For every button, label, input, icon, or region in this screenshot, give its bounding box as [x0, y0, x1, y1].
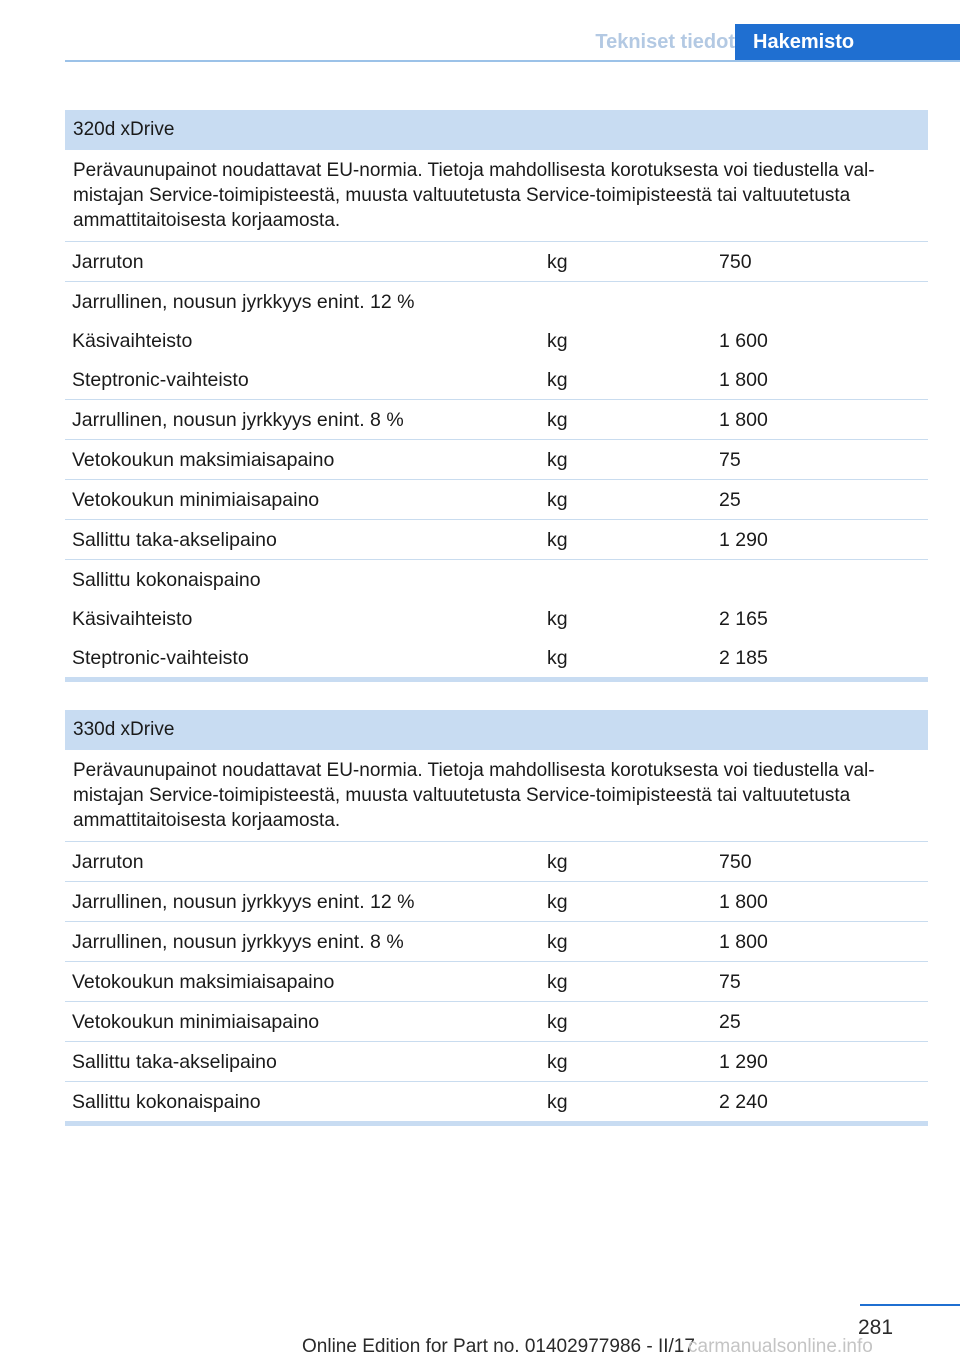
row-unit: kg — [547, 851, 568, 873]
table-row — [65, 922, 928, 962]
row-unit: kg — [547, 1051, 568, 1073]
section-end-rule — [65, 1121, 928, 1126]
section-note: Perävaunupainot noudattavat EU-normia. Tietoja mahdollisesta korotuksesta voi tiedustella valmistajan Service-toimipisteestä, muusta valtuutetusta Service-toimipisteestä tai valtuutetusta ammattitaitoisesta korjaamosta. — [65, 750, 928, 842]
row-label: Steptronic-vaihteisto — [72, 647, 249, 669]
row-value: 1 800 — [719, 891, 768, 913]
table-row — [65, 242, 928, 282]
table-row — [65, 400, 928, 440]
table-row — [65, 560, 928, 599]
row-value: 2 165 — [719, 608, 768, 630]
row-value: 1 800 — [719, 931, 768, 953]
section-title: 320d xDrive — [65, 110, 928, 150]
table-row — [65, 1082, 928, 1121]
row-value: 25 — [719, 489, 741, 511]
row-value: 1 600 — [719, 330, 768, 352]
section-note: Perävaunupainot noudattavat EU-normia. Tietoja mahdollisesta korotuksesta voi tiedustella valmistajan Service-toimipisteestä, muusta valtuutetusta Service-toimipisteestä tai valtuutetusta ammattitaitoisesta korjaamosta. — [65, 150, 928, 242]
row-label: Jarrullinen, nousun jyrkkyys enint. 8 % — [72, 409, 404, 431]
row-label: Sallittu taka-akselipaino — [72, 529, 277, 551]
row-label: Vetokoukun maksimiaisapaino — [72, 971, 335, 993]
watermark[interactable]: carmanualsonline.info — [688, 1336, 873, 1357]
table-row — [65, 962, 928, 1002]
row-unit: kg — [547, 647, 568, 669]
row-label: Käsivaihteisto — [72, 330, 193, 352]
row-label: Jarruton — [72, 851, 144, 873]
table-row — [65, 599, 928, 638]
row-value: 1 800 — [719, 369, 768, 391]
row-value: 750 — [719, 251, 752, 273]
edition-note: Online Edition for Part no. 01402977986 - II/17 — [302, 1336, 695, 1357]
row-unit: kg — [547, 971, 568, 993]
row-unit: kg — [547, 1091, 568, 1113]
row-value: 1 290 — [719, 1051, 768, 1073]
table-row — [65, 440, 928, 480]
row-label: Sallittu kokonaispaino — [72, 569, 261, 591]
tab-hakemisto[interactable]: Hakemisto — [735, 24, 960, 60]
spec-table-320d — [65, 110, 928, 682]
spec-table-330d — [65, 710, 928, 1126]
row-unit: kg — [547, 891, 568, 913]
table-row — [65, 882, 928, 922]
row-value: 1 290 — [719, 529, 768, 551]
table-row — [65, 1042, 928, 1082]
row-label: Jarrullinen, nousun jyrkkyys enint. 12 % — [72, 891, 415, 913]
row-label: Vetokoukun minimiaisapaino — [72, 1011, 320, 1033]
row-unit: kg — [547, 1011, 568, 1033]
row-label: Jarrullinen, nousun jyrkkyys enint. 12 % — [72, 291, 415, 313]
table-row — [65, 638, 928, 677]
table-row — [65, 282, 928, 321]
row-label: Vetokoukun minimiaisapaino — [72, 489, 320, 511]
table-row — [65, 360, 928, 400]
row-value: 2 240 — [719, 1091, 768, 1113]
row-value: 2 185 — [719, 647, 768, 669]
row-label: Jarrullinen, nousun jyrkkyys enint. 8 % — [72, 931, 404, 953]
row-value: 750 — [719, 851, 752, 873]
header-rule — [65, 60, 960, 62]
row-value: 25 — [719, 1011, 741, 1033]
page-number: 281 — [858, 1316, 894, 1339]
row-unit: kg — [547, 449, 568, 471]
section-title: 330d xDrive — [65, 710, 928, 750]
table-row — [65, 480, 928, 520]
tab-tekniset-tiedot[interactable]: Tekniset tiedot — [595, 31, 735, 53]
row-label: Käsivaihteisto — [72, 608, 193, 630]
row-unit: kg — [547, 489, 568, 511]
table-row — [65, 842, 928, 882]
row-value: 75 — [719, 449, 741, 471]
row-label: Vetokoukun maksimiaisapaino — [72, 449, 335, 471]
row-unit: kg — [547, 251, 568, 273]
row-value: 1 800 — [719, 409, 768, 431]
row-unit: kg — [547, 931, 568, 953]
row-unit: kg — [547, 608, 568, 630]
page-header — [65, 24, 960, 62]
row-unit: kg — [547, 369, 568, 391]
row-label: Jarruton — [72, 251, 144, 273]
footer-rule — [860, 1304, 960, 1306]
row-label: Steptronic-vaihteisto — [72, 369, 249, 391]
section-end-rule — [65, 677, 928, 682]
table-row — [65, 1002, 928, 1042]
row-label: Sallittu taka-akselipaino — [72, 1051, 277, 1073]
row-unit: kg — [547, 529, 568, 551]
row-unit: kg — [547, 330, 568, 352]
table-row — [65, 520, 928, 560]
row-unit: kg — [547, 409, 568, 431]
table-row — [65, 321, 928, 360]
row-value: 75 — [719, 971, 741, 993]
row-label: Sallittu kokonaispaino — [72, 1091, 261, 1113]
